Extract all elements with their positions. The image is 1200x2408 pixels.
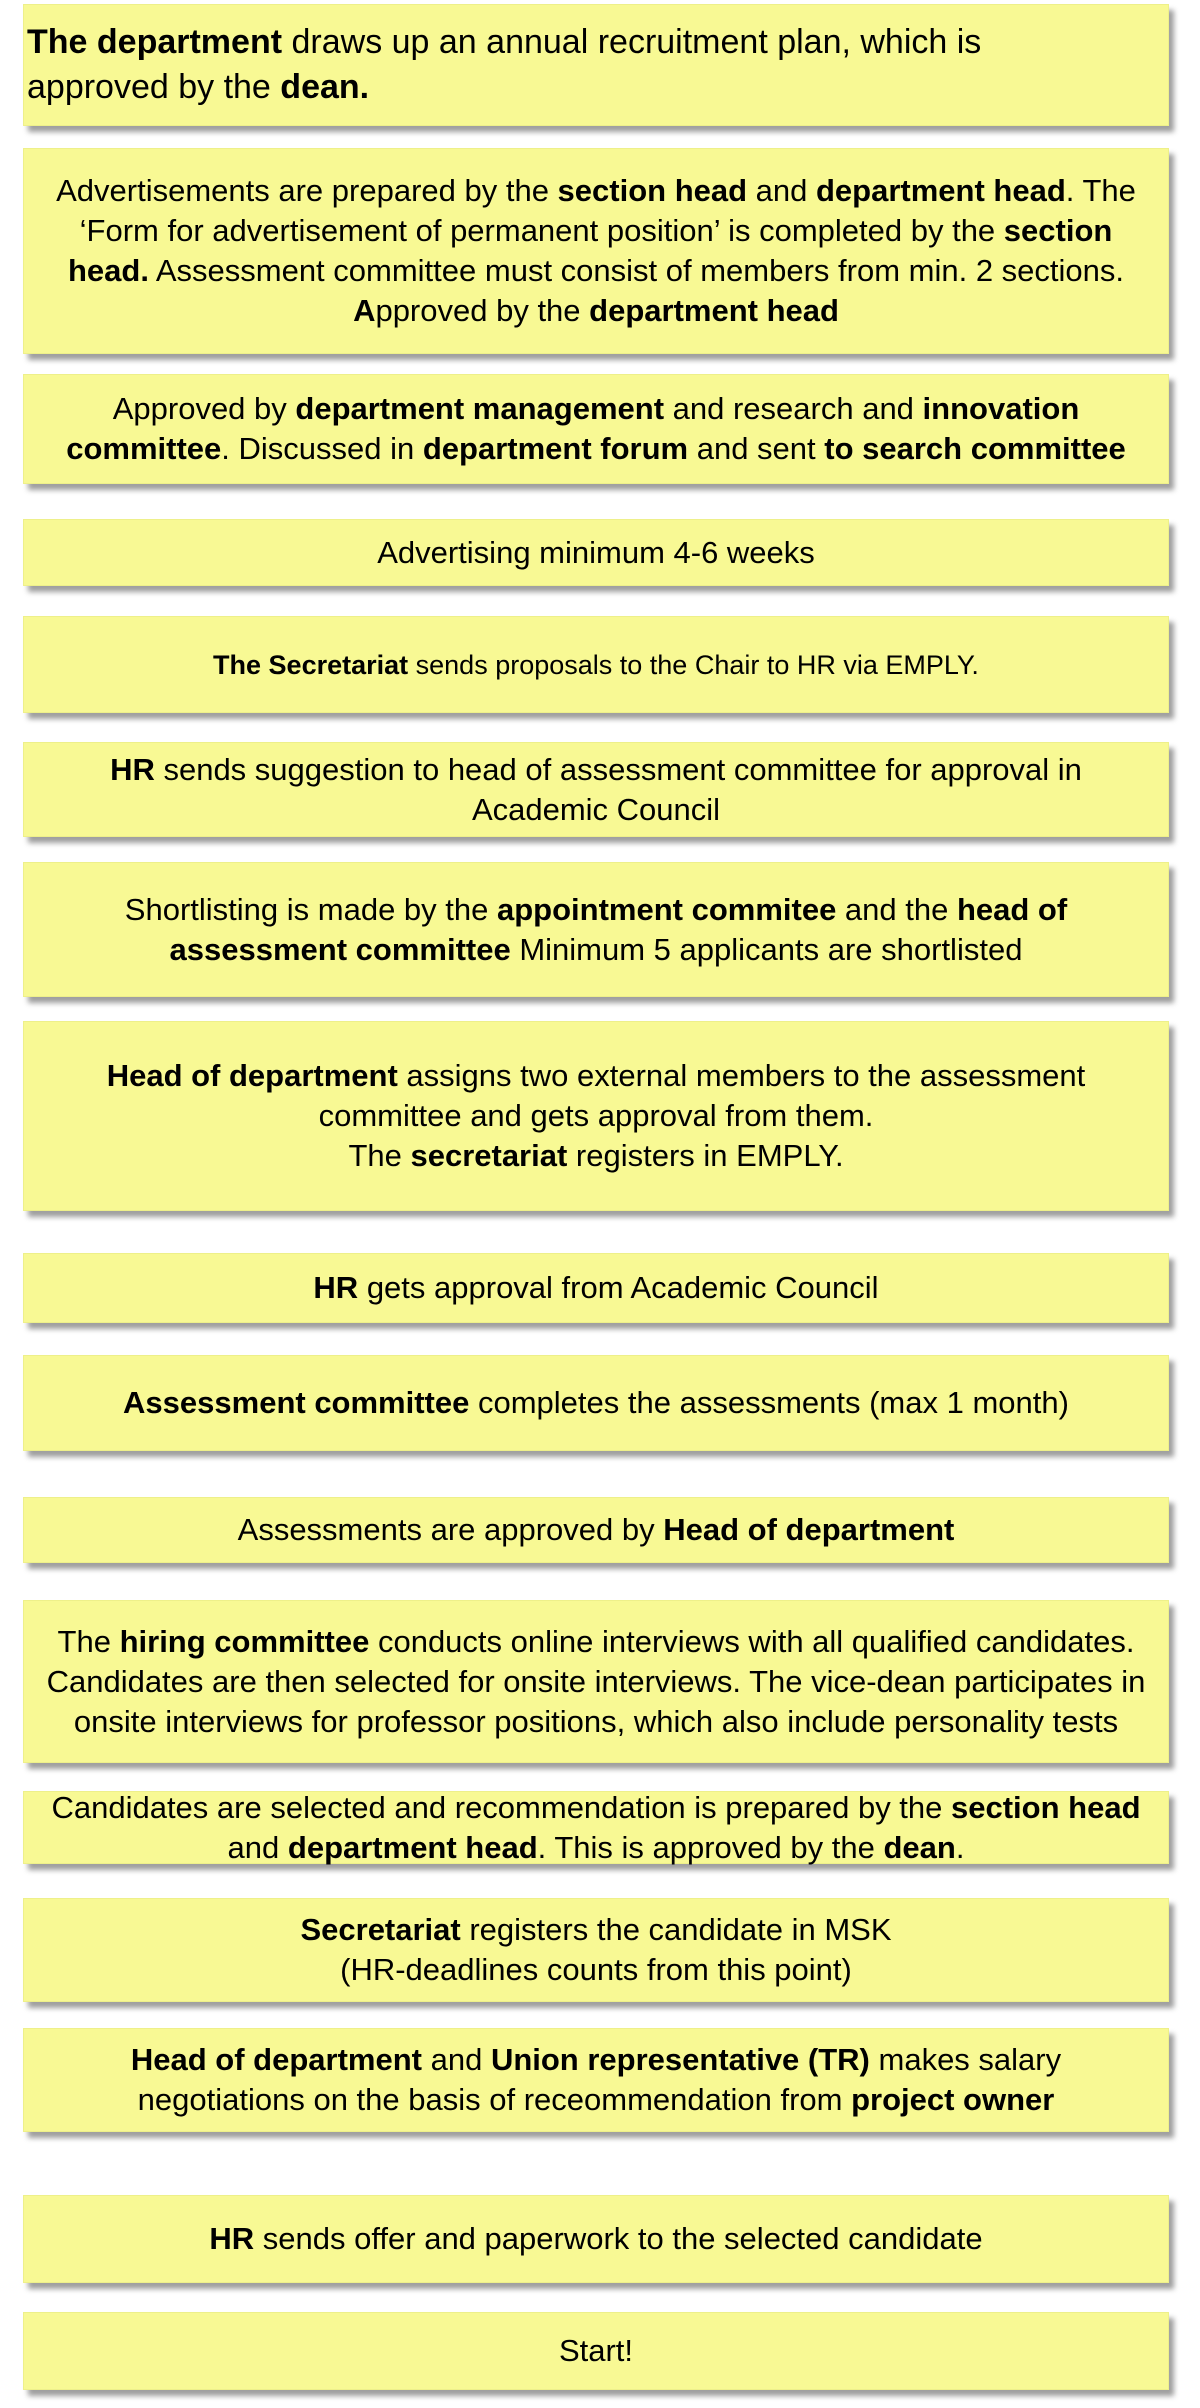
step-text (313, 1268, 878, 1308)
text-segment: Candidates are selected and recommendation is prepared by the (51, 1789, 952, 1825)
step-text (36, 171, 1156, 331)
bold-text: A (353, 293, 376, 328)
text-segment: gets approval from Academic Council (358, 1270, 879, 1305)
step-text (27, 20, 1067, 110)
bold-text: Union representative (TR) (490, 2042, 870, 2077)
text-segment: draws up an annual recruitment plan, which is approved by the (27, 23, 982, 106)
text-segment: Assessments are approved by (237, 1512, 664, 1547)
text-segment: Assessment committee must consist of members from min. 2 sections. (148, 253, 1125, 288)
bold-text: The Secretariat (213, 649, 409, 680)
step-text (238, 1510, 955, 1550)
step-box-offer (23, 2195, 1169, 2283)
text-segment: sends suggestion to head of assessment committee for approval in Academic Council (154, 751, 1082, 827)
step-box-start (23, 2312, 1169, 2390)
bold-text: department head (589, 293, 839, 328)
text-segment: . (955, 1829, 965, 1865)
bold-text: dean (883, 1829, 956, 1865)
step-box-register-msk (23, 1898, 1169, 2002)
text-segment: and (421, 2042, 491, 2077)
step-box-secretariat-proposals (23, 616, 1169, 713)
step-text (36, 1788, 1156, 1868)
text-segment: . This is approved by the (537, 1829, 884, 1865)
bold-text: department forum (422, 431, 689, 466)
step-text (41, 1622, 1151, 1742)
bold-text: section head. (67, 213, 1113, 288)
step-box-annual-plan (23, 4, 1169, 126)
step-text (56, 750, 1136, 830)
text-segment: The (57, 1623, 120, 1659)
text-segment: Approved by (112, 391, 296, 426)
text-segment: and (747, 173, 816, 208)
bold-text: head of assessment committee (169, 891, 1068, 967)
step-text (213, 645, 979, 685)
step-box-assessments-approved (23, 1497, 1169, 1563)
bold-text: section head (557, 173, 748, 208)
step-box-hr-approval (23, 1253, 1169, 1323)
text-segment: sends proposals to the Chair to HR via EMPLY. (408, 649, 979, 680)
text-segment: Start! (558, 2333, 634, 2368)
step-text (300, 1910, 891, 1990)
bold-text: Head of department (106, 1058, 398, 1093)
bold-text: The department (27, 23, 283, 61)
text-segment: and research and (664, 391, 923, 426)
text-segment: (HR-deadlines counts from this point) (340, 1952, 852, 1987)
text-segment: Shortlisting is made by the (124, 891, 497, 927)
text-segment: pproved by the (375, 293, 590, 328)
text-segment: sends offer and paperwork to the selected candidate (254, 2221, 983, 2256)
bold-text: section head (951, 1789, 1141, 1825)
bold-text: dean. (280, 68, 370, 106)
text-segment: Minimum 5 applicants are shortlisted (510, 931, 1023, 967)
bold-text: HR (209, 2221, 255, 2256)
step-box-hr-suggestion (23, 742, 1169, 837)
step-text (377, 533, 815, 573)
bold-text: department head (816, 173, 1066, 208)
bold-text: project owner (851, 2082, 1055, 2117)
step-text (123, 1383, 1069, 1423)
text-segment: and sent (688, 431, 825, 466)
text-segment: . Discussed in (221, 431, 423, 466)
bold-text: Head of department (130, 2042, 422, 2077)
bold-text: HR (110, 751, 155, 787)
text-segment: The (348, 1138, 411, 1173)
bold-text: hiring committee (119, 1623, 370, 1659)
bold-text: appointment commitee (496, 891, 837, 927)
step-box-external-members (23, 1021, 1169, 1211)
bold-text: department head (287, 1829, 538, 1865)
step-text (56, 1056, 1136, 1176)
step-text (209, 2219, 982, 2259)
bold-text: Secretariat (300, 1912, 461, 1947)
bold-text: Head of department (663, 1512, 955, 1547)
text-segment: conducts online interviews with all qualified candidates. Candidates are then selected for onsite interviews. The vice-dean participates in onsite interviews for professor positions, which also include personality tests (46, 1623, 1146, 1739)
step-box-shortlisting (23, 862, 1169, 997)
bold-text: Assessment committee (123, 1385, 470, 1420)
step-box-assessment (23, 1355, 1169, 1451)
step-box-interviews (23, 1600, 1169, 1763)
step-box-advertisements (23, 148, 1169, 354)
bold-text: innovation committee (66, 391, 1080, 466)
text-segment: makes salary negotiations on the basis of receommendation from (137, 2042, 1062, 2117)
text-segment: Advertisements are prepared by the (56, 173, 558, 208)
step-text (559, 2331, 633, 2371)
text-segment: . The ‘Form for advertisement of permanent position’ is completed by the (79, 173, 1136, 248)
bold-text: department management (295, 391, 665, 426)
text-segment: registers in EMPLY. (567, 1138, 844, 1173)
step-text (36, 389, 1156, 469)
step-box-salary-negotiation (23, 2028, 1169, 2132)
text-segment: Advertising minimum 4-6 weeks (377, 534, 815, 570)
step-text (56, 2040, 1136, 2120)
step-box-approval-management (23, 374, 1169, 484)
bold-text: to search committee (824, 431, 1126, 466)
text-segment: completes the assessments (max 1 month) (469, 1385, 1069, 1420)
text-segment: and (227, 1829, 288, 1865)
step-box-advertising-period (23, 519, 1169, 586)
bold-text: HR (313, 1270, 359, 1305)
text-segment: and the (836, 891, 957, 927)
text-segment: registers the candidate in MSK (460, 1912, 892, 1947)
step-text (76, 890, 1116, 970)
step-box-recommendation (23, 1791, 1169, 1864)
bold-text: secretariat (410, 1138, 568, 1173)
text-segment: assigns two external members to the assessment committee and gets approval from them. (318, 1058, 1086, 1133)
